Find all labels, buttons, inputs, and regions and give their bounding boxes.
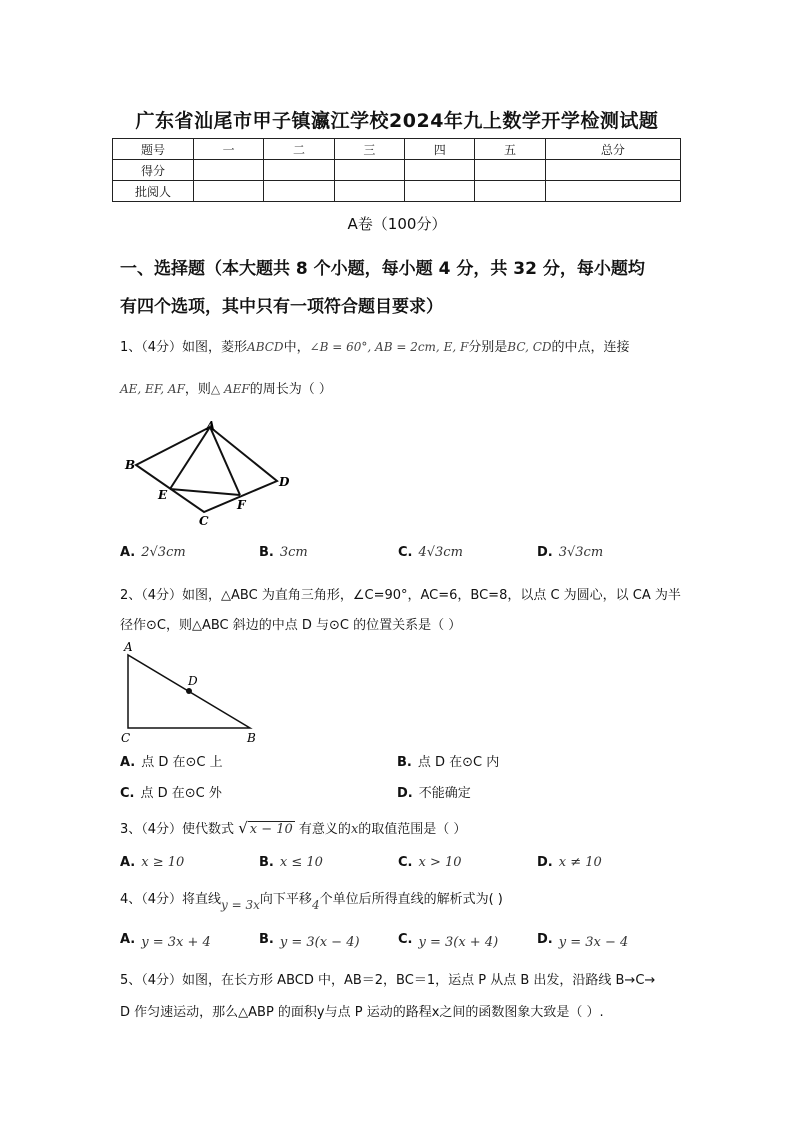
q1-text: 的周长为（ ）: [249, 382, 332, 397]
question-4: [120, 888, 503, 912]
q1-math: △ AEF: [210, 382, 250, 396]
q2-option-b[interactable]: B. 点 D 在⊙C 内: [397, 755, 500, 770]
score-table-row: [113, 181, 681, 202]
score-table-header-cell: 总分: [545, 139, 680, 160]
score-table-cell: [334, 181, 404, 202]
q1-math: ABCD: [247, 340, 284, 354]
score-table-header: [113, 139, 681, 160]
score-table-cell: 得分: [113, 160, 194, 181]
q1-text: 中，: [283, 340, 310, 355]
score-table-cell: [264, 160, 334, 181]
radical-sign-icon: √: [238, 819, 248, 837]
sqrt-expression: [238, 819, 295, 837]
score-table-header-cell: 三: [334, 139, 404, 160]
q3-option-a[interactable]: A. x ≥ 10: [120, 855, 185, 870]
score-table-cell: [545, 160, 680, 181]
label-a: A: [124, 640, 133, 654]
score-table-cell: [405, 181, 475, 202]
q1-math: ∠B = 60°, AB = 2cm, E, F: [309, 340, 469, 354]
label-d: D: [279, 475, 290, 489]
q3-option-d[interactable]: D. x ≠ 10: [537, 855, 602, 870]
score-table-header-cell: 五: [475, 139, 545, 160]
q1-math: AE, EF, AF: [120, 382, 185, 396]
question-1-line-1: [120, 336, 630, 355]
score-table-cell: [405, 160, 475, 181]
score-table-cell: [194, 181, 264, 202]
q3-text: 的取值范围是（ ）: [358, 822, 467, 837]
q3-text: 3、（4分）使代数式: [120, 822, 235, 837]
q1-text: 1、（4分）如图，菱形: [120, 340, 248, 355]
question-2-line-2: 径作⊙C，则△ABC 斜边的中点 D 与⊙C 的位置关系是（ ）: [120, 618, 462, 633]
radicand: x − 10: [249, 822, 293, 837]
page-title: 广东省汕尾市甲子镇瀛江学校2024年九上数学开学检测试题: [135, 110, 659, 132]
score-table-cell: [334, 160, 404, 181]
q4-option-b[interactable]: B. y = 3(x − 4): [259, 932, 360, 950]
label-d: D: [188, 674, 198, 688]
label-b: B: [247, 731, 256, 745]
q3-option-b[interactable]: B. x ≤ 10: [259, 855, 323, 870]
question-1-line-2: [120, 378, 332, 397]
q4-text: 4、（4分）将直线: [120, 892, 222, 907]
rhombus-figure: [120, 415, 300, 530]
score-table-cell: [545, 181, 680, 202]
q4-option-a[interactable]: A. y = 3x + 4: [120, 932, 211, 950]
label-b: B: [125, 458, 136, 472]
q3-text: 有意义的: [298, 822, 351, 837]
triangle-figure: [116, 638, 266, 748]
score-table-cell: [475, 181, 545, 202]
segments-ae-af: [170, 427, 240, 495]
q4-option-c[interactable]: C. y = 3(x + 4): [398, 932, 499, 950]
label-c: C: [199, 514, 209, 528]
q1-option-a[interactable]: A. 2√3cm: [120, 545, 186, 560]
q2-option-c[interactable]: C. 点 D 在⊙C 外: [120, 786, 222, 801]
q3-option-c[interactable]: C. x > 10: [398, 855, 462, 870]
score-table-header-cell: 题号: [113, 139, 194, 160]
score-table: [112, 138, 681, 202]
q1-text: ，则: [184, 382, 211, 397]
score-table-cell: 批阅人: [113, 181, 194, 202]
q4-text: 向下平移: [259, 892, 312, 907]
score-table-header-cell: 二: [264, 139, 334, 160]
question-5-line-1: 5、（4分）如图，在长方形 ABCD 中，AB＝2，BC＝1，运点 P 从点 B 出发，沿路线 B→C→: [120, 973, 656, 988]
q4-text: 个单位后所得直线的解析式为( ): [319, 892, 503, 907]
section-heading-cont: 有四个选项，其中只有一项符合题目要求）: [120, 297, 443, 317]
q2-option-d[interactable]: D. 不能确定: [397, 786, 471, 801]
section-heading: 一、选择题（本大题共 8 个小题，每小题 4 分，共 32 分，每小题均: [120, 259, 645, 279]
q3-var: x: [350, 822, 359, 837]
segment-ef: [170, 489, 240, 495]
q1-math: BC, CD: [507, 340, 552, 354]
question-2-line-1: 2、（4分）如图，△ABC 为直角三角形，∠C=90°，AC=6，BC=8，以点 C 为圆心，以 CA 为半: [120, 588, 681, 603]
score-table-header-cell: 四: [405, 139, 475, 160]
label-e: E: [158, 488, 168, 502]
midpoint-d: [186, 688, 192, 694]
q1-option-b[interactable]: B. 3cm: [259, 545, 308, 560]
q4-math: 4: [311, 898, 320, 912]
q1-option-d[interactable]: D. 3√3cm: [537, 545, 604, 560]
question-5-line-2: D 作匀速运动，那么△ABP 的面积y与点 P 运动的路程x之间的函数图象大致是（ ）.: [120, 1005, 604, 1020]
question-3: [120, 818, 466, 837]
score-table-row: [113, 160, 681, 181]
score-table-cell: [475, 160, 545, 181]
q2-option-a[interactable]: A. 点 D 在⊙C 上: [120, 755, 223, 770]
q1-option-c[interactable]: C. 4√3cm: [398, 545, 463, 560]
score-table-cell: [264, 181, 334, 202]
q1-text: 分别是: [468, 340, 508, 355]
q1-text: 的中点，连接: [551, 340, 630, 355]
score-table-cell: [194, 160, 264, 181]
q4-math: y = 3x: [221, 898, 260, 912]
label-c: C: [121, 731, 131, 745]
q4-option-d[interactable]: D. y = 3x − 4: [537, 932, 629, 950]
label-f: F: [237, 498, 246, 512]
volume-heading: A卷（100分）: [347, 215, 447, 233]
score-table-header-cell: 一: [194, 139, 264, 160]
label-a: A: [206, 419, 216, 433]
